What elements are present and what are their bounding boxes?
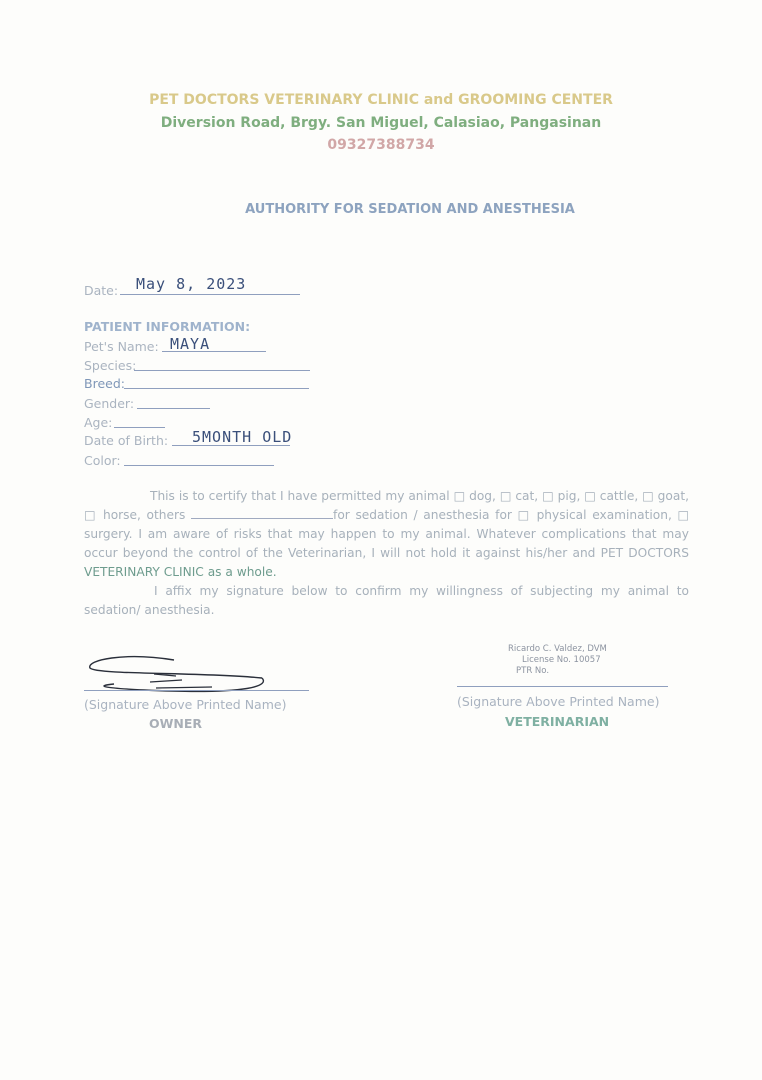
owner-signature-scribble [84,650,269,700]
date-value[interactable]: May 8, 2023 [136,275,247,293]
date-label: Date: [84,283,119,298]
color-line[interactable] [124,465,274,466]
pet-name-label: Pet's Name: [84,339,159,354]
form-title: AUTHORITY FOR SEDATION AND ANESTHESIA [245,202,575,217]
dob-value[interactable]: 5MONTH OLD [192,428,293,446]
age-line[interactable] [114,427,165,428]
patient-info-heading: PATIENT INFORMATION: [84,319,251,334]
breed-label: Breed: [84,376,125,391]
certification-paragraph [84,487,689,582]
owner-signature-line[interactable] [84,690,309,691]
owner-role: OWNER [149,716,203,731]
affix-text: I affix my signature below to confirm my willingness of subjecting my animal to sedation/ anesthesia. [84,584,689,617]
breed-line[interactable] [124,388,309,389]
species-label: Species: [84,358,137,373]
vet-signature-line[interactable] [457,686,668,687]
color-label: Color: [84,453,121,468]
clinic-address: Diversion Road, Brgy. San Miguel, Calasiao, Pangasinan [160,115,602,131]
clinic-name: PET DOCTORS VETERINARY CLINIC and GROOMING CENTER [149,92,613,108]
vet-signature-caption: (Signature Above Printed Name) [457,694,660,709]
gender-line[interactable] [137,408,210,409]
vet-stamp [508,644,628,677]
owner-signature-caption: (Signature Above Printed Name) [84,697,287,712]
vet-license: License No. 10057 [522,655,601,665]
affix-paragraph [84,582,689,620]
certification-text-1: This is to certify that I have permitted my animal □ dog, □ cat, □ pig, □ cattle, □ goat, □ horse, others [84,489,689,522]
date-line [120,294,300,295]
certification-text-2: for sedation / anesthesia for □ physical examination, □ surgery. I am aware of risks that may happen to my animal. Whatever complications that may occur beyond the control of the Veterinarian, I will not hold it against his/her and PET DOCTORS [84,508,690,560]
vet-ptr: PTR No. [516,666,550,676]
vet-role: VETERINARIAN [505,714,610,729]
certification-text-3: VETERINARY CLINIC as a whole. [84,565,277,579]
pet-name-value[interactable]: MAYA [170,335,211,353]
dob-label: Date of Birth: [84,433,169,448]
age-label: Age: [84,415,113,430]
vet-name: Ricardo C. Valdez, DVM [508,644,607,654]
clinic-phone: 09327388734 [327,137,435,153]
species-line[interactable] [134,370,310,371]
gender-label: Gender: [84,396,135,411]
others-blank-line[interactable] [191,507,333,519]
